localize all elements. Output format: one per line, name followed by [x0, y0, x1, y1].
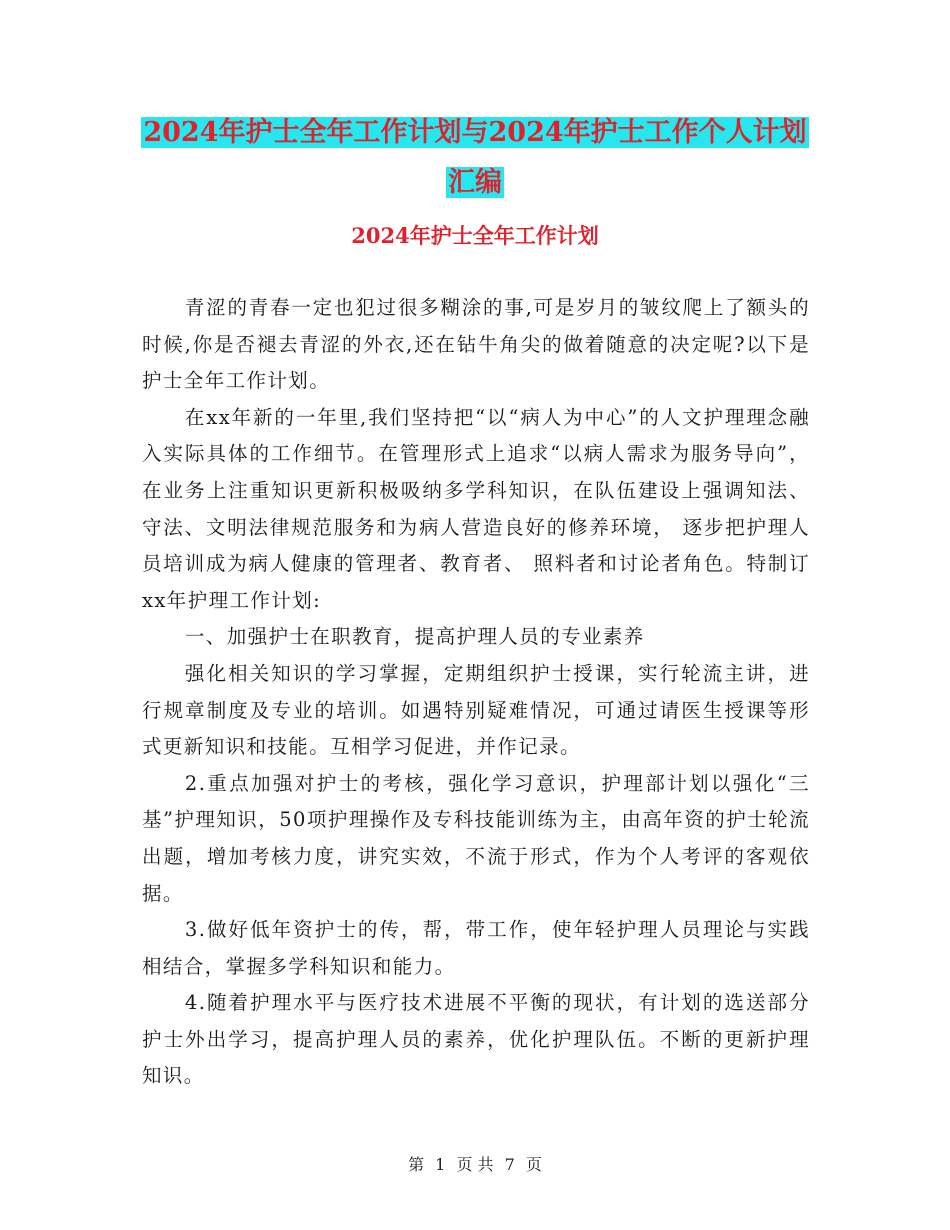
footer-page-number: 1 — [435, 1155, 446, 1174]
page-footer — [0, 1152, 950, 1175]
paragraph-heading: 一、加强护士在职教育，提高护理人员的专业素养 — [184, 625, 645, 649]
document-title-line2: 汇编 — [448, 167, 502, 198]
footer-total-pages: 7 — [504, 1155, 515, 1174]
footer-label-of: 页 共 — [456, 1155, 494, 1174]
footer-label-pages: 页 — [525, 1155, 542, 1174]
paragraph: 在xx年新的一年里,我们坚持把“以“病人为中心”的人文护理理念融入实际具体的工作细节。在管理形式上追求“以病人需求为服务导向”， 在业务上注重知识更新积极吸纳多学科知识，在队伍建设上强调知法、守法、文明法律规范服务和为病人营造良好的修养环境， 逐步把护理人员培训成为病人健康的管理者、教育者、 照料者和讨论者角色。特制订xx年护理工作计划: — [142, 405, 810, 612]
paragraph: 青涩的青春一定也犯过很多糊涂的事,可是岁月的皱纹爬上了额头的时候,你是否褪去青涩的外衣,还在钻牛角尖的做着随意的决定呢?以下是护士全年工作计划。 — [142, 296, 810, 393]
paragraph: 强化相关知识的学习掌握，定期组织护士授课，实行轮流主讲，进行规章制度及专业的培训。如遇特别疑难情况，可通过请医生授课等形式更新知识和技能。互相学习促进，并作记录。 — [142, 661, 810, 759]
document-title-line1: 2024年护士全年工作计划与2024年护士工作个人计划 — [143, 117, 807, 148]
document-title — [140, 108, 810, 208]
footer-label-page: 第 — [408, 1155, 425, 1174]
paragraph: 4.随着护理水平与医疗技术进展不平衡的现状，有计划的选送部分护士外出学习，提高护理人员的素养，优化护理队伍。不断的更新护理知识。 — [142, 991, 810, 1088]
section-title: 2024年护士全年工作计划 — [351, 223, 599, 248]
document-body — [142, 290, 810, 1095]
paragraph: 3.做好低年资护士的传，帮，带工作，使年轻护理人员理论与实践相结合，掌握多学科知识和能力。 — [142, 918, 810, 978]
paragraph: 2.重点加强对护士的考核，强化学习意识，护理部计划以强化“三基”护理知识，50项护理操作及专科技能训练为主，由高年资的护士轮流出题，增加考核力度，讲究实效，不流于形式，作为个人考评的客观依据。 — [142, 771, 810, 905]
